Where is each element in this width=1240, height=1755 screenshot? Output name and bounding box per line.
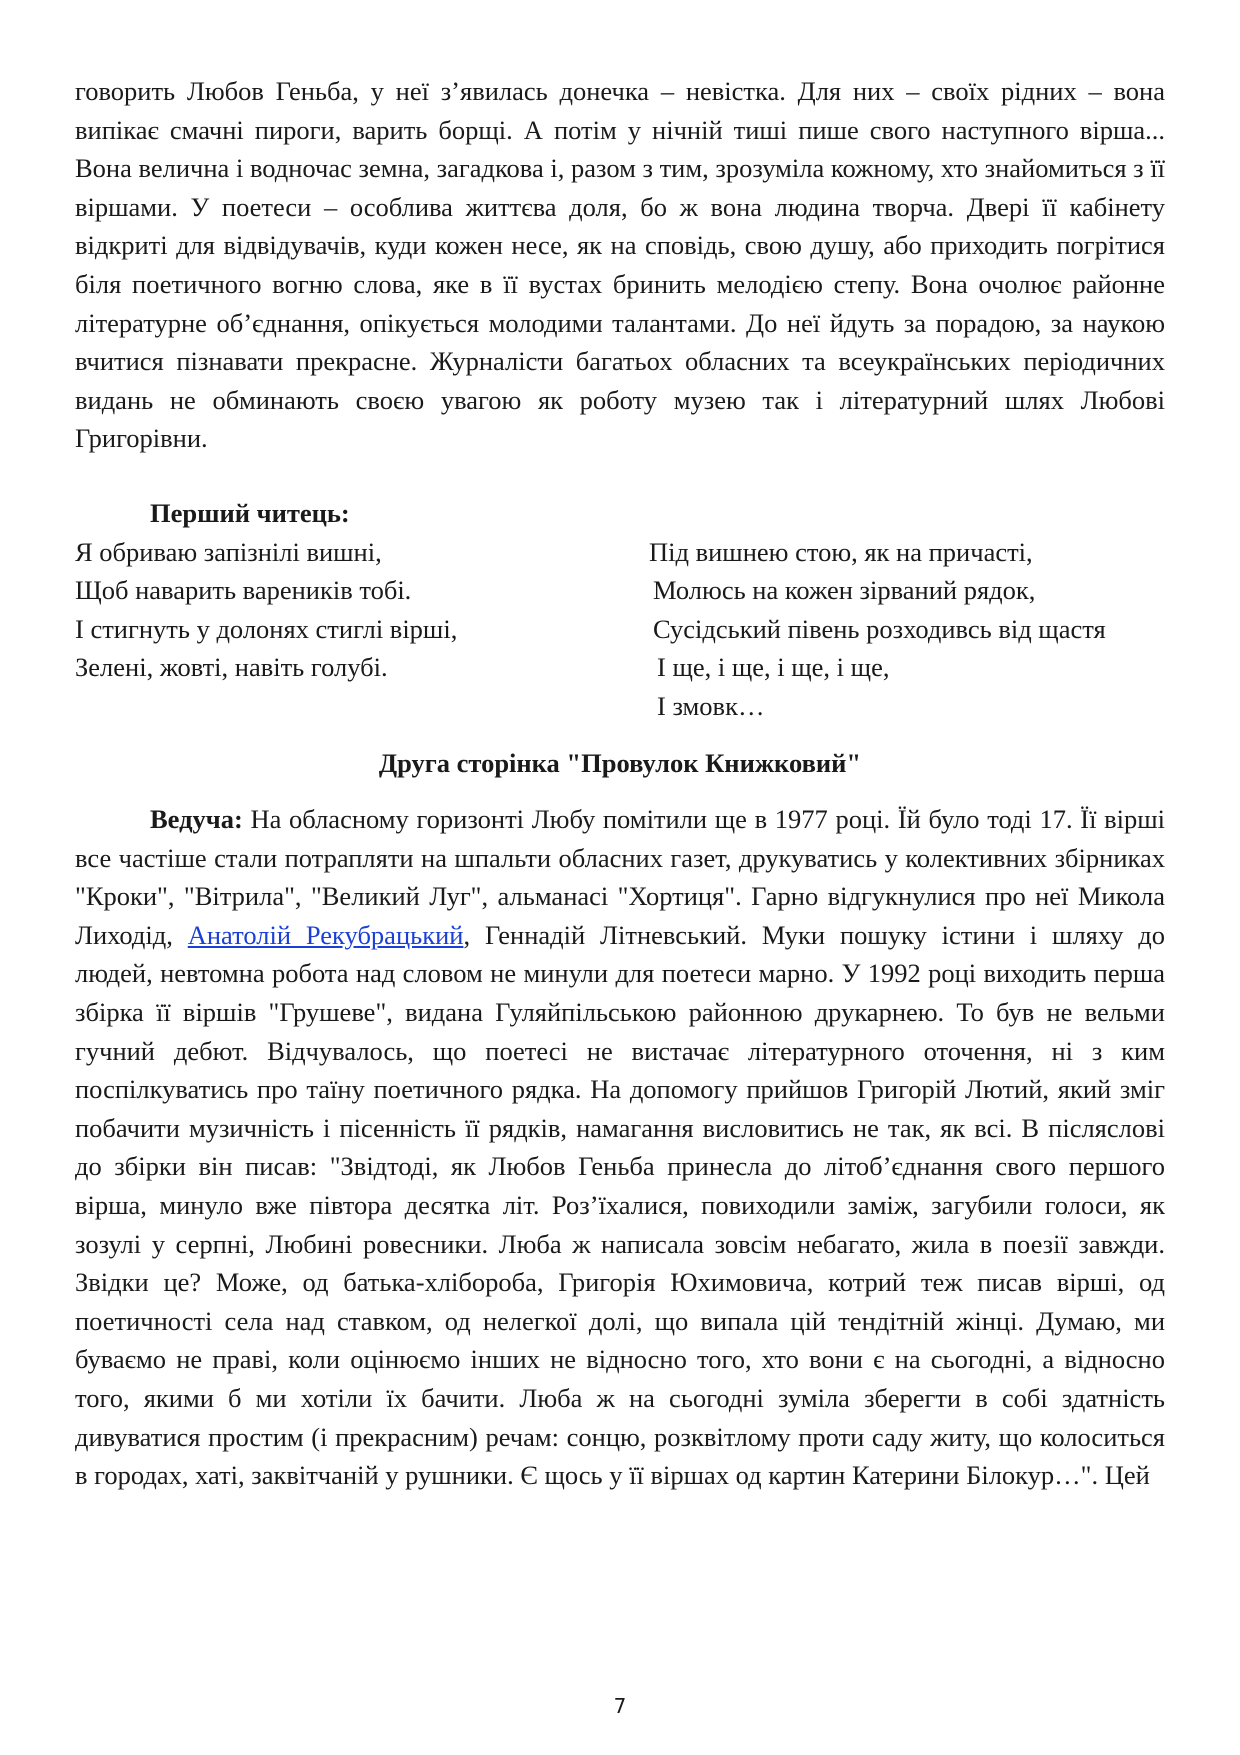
- author-link[interactable]: Анатолій Рекубрацький: [187, 919, 464, 950]
- poem-right-column: [649, 533, 1165, 726]
- page-number: 7: [613, 1694, 627, 1718]
- poem-line: Молюсь на кожен зірваний рядок,: [653, 575, 1036, 606]
- poem-line: І стигнуть у долонях стиглі вірші,: [75, 613, 458, 644]
- section-title: Друга сторінка "Провулок Книжковий": [378, 747, 862, 778]
- poem-line: І ще, і ще, і ще, і ще,: [657, 652, 890, 683]
- host-text-after-link: , Геннадій Літневський. Муки пошуку істини і шляху до людей, невтомна робота над словом не минули для поетеси марно. У 1992 році виходить перша збірка її віршів "Грушеве", видана Гуляйпільською районною друкарнею. То був не вельми гучний дебют. Відчувалось, що поетесі не вистачає літературного оточення, ні з ким поспілкуватись про таїну поетичного рядка. На допомогу прийшов Григорій Лютий, який зміг побачити музичність і пісенність її рядків, намагання висловитись не так, як всі. В післяслові до збірки він писав: "Звідтоді, як Любов Геньба принесла до літоб’єднання свого першого вірша, минуло вже півтора десятка літ. Роз’їхалися, повиходили заміж, загубили голоси, як зозулі у серпні, Любині ровесники. Люба ж написала зовсім небагато, жила в поезії завжди. Звідки це? Може, од батька-хлібороба, Григорія Юхимовича, котрий теж писав вірші, од поетичності села над ставком, од нелегкої долі, що випала цій тендітній жінці. Думаю, ми буваємо не праві, коли оцінюємо інших не відносно того, хто вони є на сьогодні, а відносно того, якими б ми хотіли їх бачити. Люба ж на сьогодні зуміла зберегти в собі здатність дивуватися простим (і прекрасним) речам: сонцю, розквітлому проти саду житу, що колоситься в городах, хаті, заквітчаній у рушники. Є щось у її віршах од картин Катерини Білокур…". Цей: [75, 919, 1165, 1491]
- poem-left-column: [75, 533, 649, 726]
- host-paragraph: [75, 800, 1165, 1495]
- poem-line: І змовк…: [657, 690, 765, 721]
- poem-block: [75, 533, 1165, 726]
- intro-paragraph: говорить Любов Геньба, у неї з’явилась донечка – невістка. Для них – своїх рідних – вона випікає смачні пироги, варить борщі. А потім у нічній тиші пише свого наступного вірша... Вона велична і водночас земна, загадкова і, разом з тим, зрозуміла кожному, хто знайомиться з її віршами. У поетеси – особлива життєва доля, бо ж вона людина творча. Двері її кабінету відкриті для відвідувачів, куди кожен несе, як на сповідь, свою душу, або приходить погрітися біля поетичного вогню слова, яке в її вустах бринить мелодією степу. Вона очолює районне літературне об’єднання, опікується молодими талантами. До неї йдуть за порадою, за наукою вчитися пізнавати прекрасне. Журналісти багатьох обласних та всеукраїнських періодичних видань не обминають своєю увагою як роботу музею так і літературний шлях Любові Григорівни.: [75, 76, 1165, 454]
- spacer: [75, 458, 1165, 494]
- poem-line: Під вишнею стою, як на причасті,: [649, 536, 1033, 567]
- host-label: Ведуча:: [150, 804, 243, 835]
- document-page: [75, 72, 1165, 1495]
- reader-heading: Перший читець:: [150, 497, 350, 528]
- poem-line: Я обриваю запізнілі вишні,: [75, 536, 382, 567]
- host-text-before-link: На обласному горизонті Любу помітили ще в 1977 році. Їй було тоді 17. Її вірші все частіше стали потрапляти на шпальти обласних газет, друкуватись у колективних збірниках "Кроки", "Вітрила", "Великий Луг", альманасі "Хортиця". Гарно відгукнулися про неї Микола Лиходід,: [75, 804, 1165, 950]
- poem-line: Щоб наварить вареників тобі.: [75, 575, 412, 606]
- poem-line: Зелені, жовті, навіть голубі.: [75, 652, 388, 683]
- poem-line: Сусідський півень розходивсь від щастя: [653, 613, 1106, 644]
